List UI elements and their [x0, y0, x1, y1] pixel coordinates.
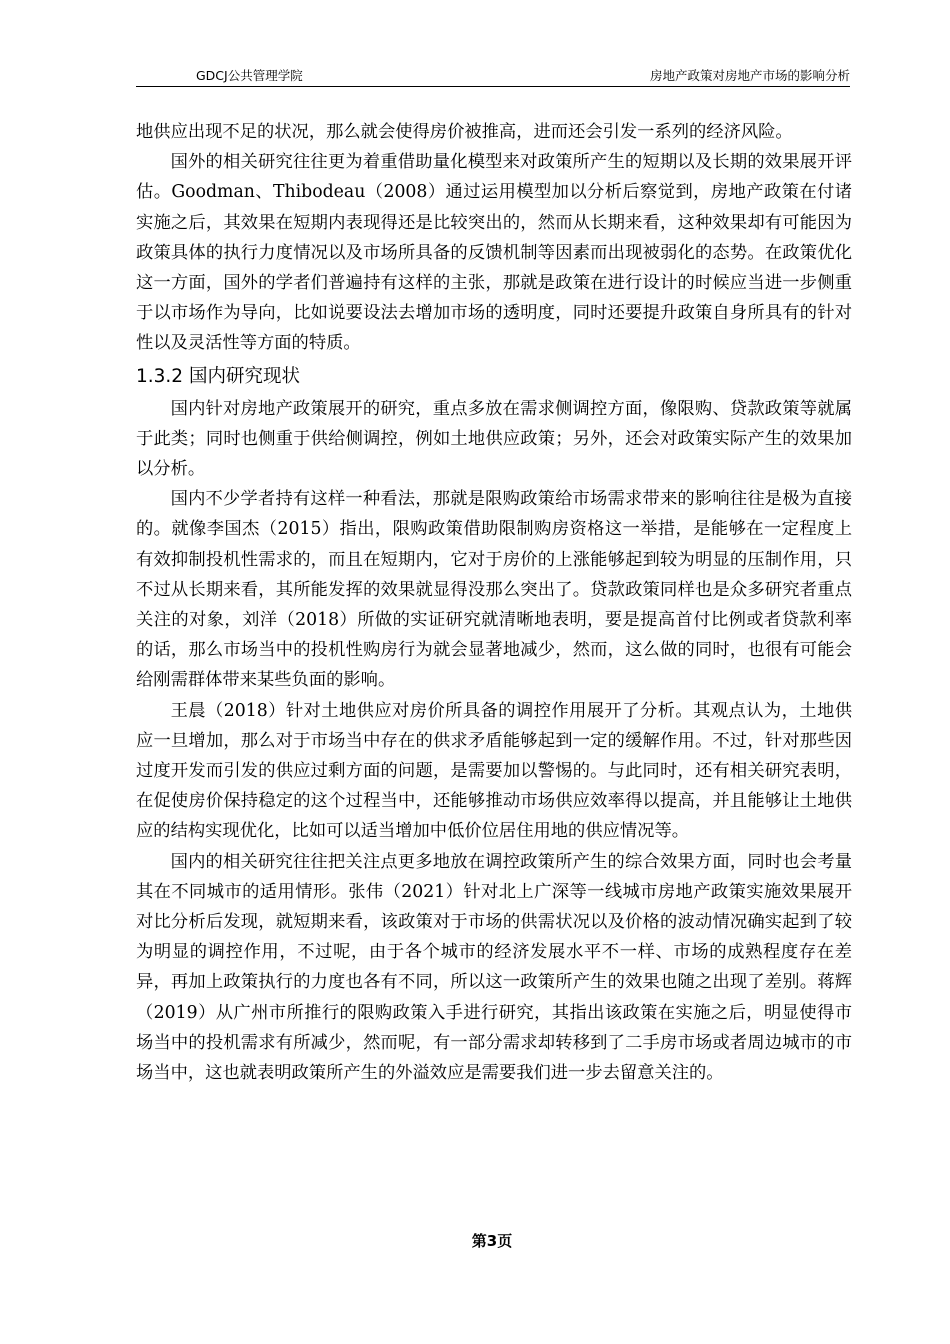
paragraph-purchase-restriction: 国内不少学者持有这样一种看法，那就是限购政策给市场需求带来的影响往往是极为直接的。就像李国杰（2015）指出，限购政策借助限制购房资格这一举措，是能够在一定程度上有效抑制投机性需求的，而且在短期内，它对于房价的上涨能够起到较为明显的压制作用，只不过从长期来看，其所能发挥的效果就显得没那么突出了。贷款政策同样也是众多研究者重点关注的对象，刘洋（2018）所做的实证研究就清晰地表明，要是提高首付比例或者贷款利率的话，那么市场当中的投机性购房行为就会显著地减少，然而，这么做的同时，也很有可能会给刚需群体带来某些负面的影响。: [136, 489, 852, 691]
paragraph-continued: 地供应出现不足的状况，那么就会使得房价被推高，进而还会引发一系列的经济风险。: [136, 122, 793, 142]
document-body: [136, 117, 852, 1088]
header-document-title: 房地产政策对房地产市场的影响分析: [649, 68, 850, 83]
page-number: 第3页: [471, 1232, 513, 1250]
section-heading-domestic-research: 1.3.2 国内研究现状: [136, 365, 300, 387]
paragraph-comprehensive-effect: 国内的相关研究往往把关注点更多地放在调控政策所产生的综合效果方面，同时也会考量其在不同城市的适用情形。张伟（2021）针对北上广深等一线城市房地产政策实施效果展开对比分析后发现，就短期来看，该政策对于市场的供需状况以及价格的波动情况确实起到了较为明显的调控作用，不过呢，由于各个城市的经济发展水平不一样、市场的成熟程度存在差异，再加上政策执行的力度也各有不同，所以这一政策所产生的效果也随之出现了差别。蒋辉（2019）从广州市所推行的限购政策入手进行研究，其指出该政策在实施之后，明显使得市场当中的投机需求有所减少，然而呢，有一部分需求却转移到了二手房市场或者周边城市的市场当中，这也就表明政策所产生的外溢效应是需要我们进一步去留意关注的。: [136, 851, 852, 1084]
paragraph-domestic-overview: 国内针对房地产政策展开的研究，重点多放在需求侧调控方面，像限购、贷款政策等就属于此类；同时也侧重于供给侧调控，例如土地供应政策；另外，还会对政策实际产生的效果加以分析。: [136, 398, 852, 480]
paragraph-foreign-research: 国外的相关研究往往更为着重借助量化模型来对政策所产生的短期以及长期的效果展开评估。Goodman、Thibodeau（2008）通过运用模型加以分析后察觉到，房地产政策在付诸实施之后，其效果在短期内表现得还是比较突出的，然而从长期来看，这种效果却有可能因为政策具体的执行力度情况以及市场所具备的反馈机制等因素而出现被弱化的态势。在政策优化这一方面，国外的学者们普遍持有这样的主张，那就是政策在进行设计的时候应当进一步侧重于以市场作为导向，比如说要设法去增加市场的透明度，同时还要提升政策自身所具有的针对性以及灵活性等方面的特质。: [136, 152, 852, 354]
page-header: [136, 66, 850, 87]
paragraph-land-supply: 王晨（2018）针对土地供应对房价所具备的调控作用展开了分析。其观点认为，土地供应一旦增加，那么对于市场当中存在的供求矛盾能够起到一定的缓解作用。不过，针对那些因过度开发而引发的供应过剩方面的问题，是需要加以警惕的。与此同时，还有相关研究表明，在促使房价保持稳定的这个过程当中，还能够推动市场供应效率得以提高，并且能够让土地供应的结构实现优化，比如可以适当增加中低价位居住用地的供应情况等。: [136, 700, 852, 842]
header-institution: GDCJ公共管理学院: [196, 68, 303, 83]
